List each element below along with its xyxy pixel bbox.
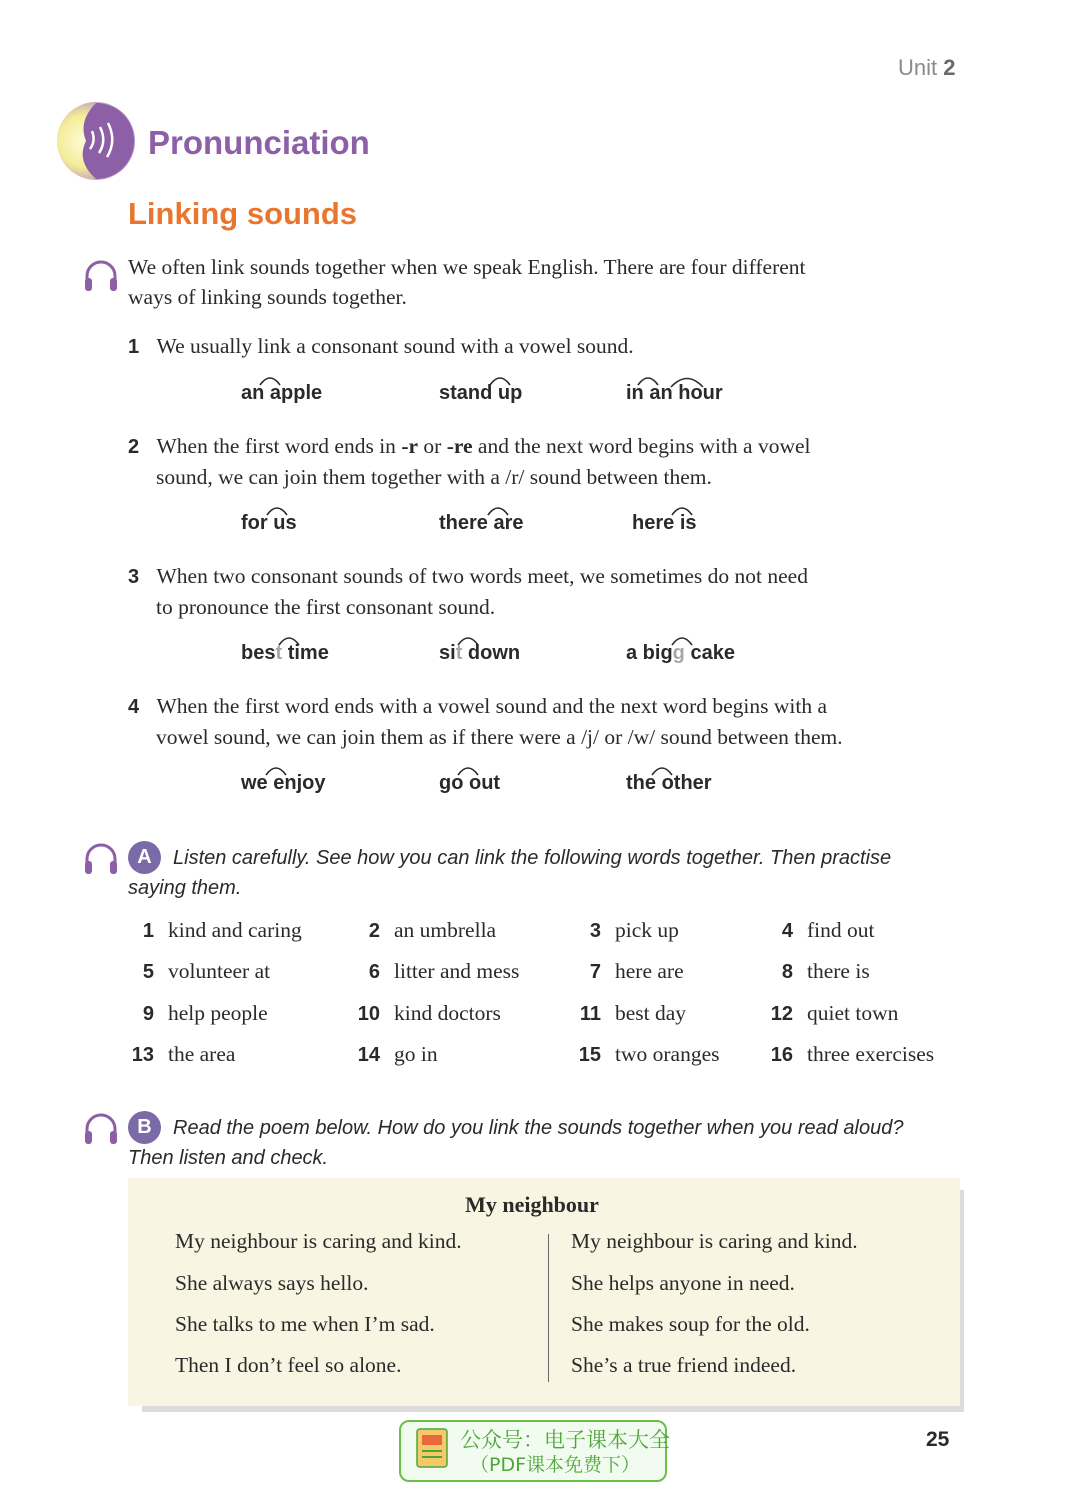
link-arc-icon [456, 634, 480, 646]
link-arc-icon [258, 374, 282, 386]
link-arc-icon [488, 374, 512, 386]
rule-text: When two consonant sounds of two words meet, we sometimes do not need [156, 564, 808, 588]
headphones-icon[interactable] [82, 258, 120, 294]
rule-text: We usually link a consonant sound with a vowel sound. [156, 334, 634, 358]
list-item: 7 here are [589, 959, 684, 983]
list-item: 10 kind doctors [357, 1001, 501, 1025]
example-word: time [287, 642, 329, 664]
example-word: an [649, 382, 673, 404]
unit-number: 2 [943, 55, 956, 80]
example-word: out [469, 772, 501, 794]
rule-4 [128, 691, 843, 752]
list-item: 12 quiet town [770, 1001, 899, 1025]
activity-b-instruction: Read the poem below. How do you link the sounds together when you read aloud? [173, 1117, 904, 1139]
activity-b-badge: B [128, 1111, 161, 1144]
intro-line-1: We often link sounds together when we speak English. There are four different [128, 255, 806, 279]
unit-word: Unit [898, 55, 938, 80]
rule-or: or [418, 434, 447, 458]
link-arc-icon [456, 764, 480, 776]
silent-letter: g [672, 642, 685, 664]
example-word: hour [678, 382, 723, 404]
watermark-line-2: （PDF课本免费下） [470, 1454, 641, 1476]
example-word: we [241, 772, 268, 794]
activity-a-instruction-2: saying them. [128, 877, 242, 899]
rule-text-line-2: sound, we can join them together with a /r/ sound between them. [156, 465, 712, 489]
link-arc-icon [670, 634, 694, 646]
rule-text-line-2: to pronounce the first consonant sound. [156, 595, 496, 619]
list-item: 15 two oranges [578, 1042, 720, 1066]
rule-text-a: When the first word ends in [156, 434, 402, 458]
poem-line: My neighbour is caring and kind. [571, 1229, 858, 1253]
silent-letter: t [455, 642, 463, 664]
subtitle: Linking sounds [128, 196, 358, 231]
rule-text: When the first word ends with a vowel sound and the next word begins with a [156, 694, 828, 718]
poem-line: She’s a true friend indeed. [571, 1353, 797, 1377]
poem-line: She helps anyone in need. [571, 1271, 795, 1295]
link-arc-icon [265, 504, 289, 516]
list-item: 4 find out [781, 918, 875, 942]
example-word: enjoy [273, 772, 326, 794]
example-word: down [467, 642, 521, 664]
poem-divider [548, 1234, 549, 1382]
link-arc-icon [486, 504, 510, 516]
list-item: 5 volunteer at [142, 959, 271, 983]
link-arc-icon [669, 374, 705, 388]
rule-1 [128, 331, 634, 362]
example-word: si [439, 642, 456, 664]
rule-number: 2 [128, 436, 140, 458]
poem-title: My neighbour [465, 1192, 599, 1217]
intro-text [128, 252, 806, 312]
speaking-head-icon [56, 101, 136, 181]
unit-label [898, 55, 956, 81]
example-word: apple [269, 382, 323, 404]
headphones-icon[interactable] [82, 841, 120, 877]
list-item: 11 best day [579, 1001, 687, 1025]
example-word: go [439, 772, 464, 794]
list-item: 3 pick up [589, 918, 679, 942]
rule-number: 1 [128, 336, 140, 358]
example-word: in [626, 382, 644, 404]
example-word: cake [690, 642, 735, 664]
rule-3 [128, 561, 808, 622]
activity-a-badge: A [128, 841, 161, 874]
poem-line: She always says hello. [175, 1271, 369, 1295]
example-word: there [439, 512, 488, 534]
example-word: the [626, 772, 656, 794]
example-word: for [241, 512, 268, 534]
example-word: other [661, 772, 712, 794]
activity-b-instruction-2: Then listen and check. [128, 1147, 329, 1169]
watermark-line-1: 公众号：电子课本大全 [460, 1428, 670, 1452]
rule-r: -r [401, 434, 419, 458]
link-arc-icon [264, 764, 288, 776]
rule-2 [128, 431, 811, 492]
list-item: 13 the area [131, 1042, 236, 1066]
poem-line: Then I don’t feel so alone. [175, 1353, 402, 1377]
example-word: an [241, 382, 265, 404]
silent-letter: t [275, 642, 283, 664]
link-arc-icon [650, 764, 674, 776]
link-arc-icon [636, 374, 660, 386]
example-word: a big [626, 642, 673, 664]
rule-number: 3 [128, 566, 140, 588]
example-word: bes [241, 642, 276, 664]
poem-line: She talks to me when I’m sad. [175, 1312, 435, 1336]
poem-line: She makes soup for the old. [571, 1312, 810, 1336]
list-item: 9 help people [142, 1001, 268, 1025]
rule-text-line-2: vowel sound, we can join them as if there were a /j/ or /w/ sound between them. [156, 725, 843, 749]
example-word: here [632, 512, 675, 534]
example-word: stand [439, 382, 493, 404]
page-number: 25 [926, 1428, 950, 1451]
list-item: 14 go in [357, 1042, 438, 1066]
link-arc-icon [277, 634, 301, 646]
rule-number: 4 [128, 696, 140, 718]
section-title: Pronunciation [148, 124, 370, 161]
poem-line: My neighbour is caring and kind. [175, 1229, 462, 1253]
example-word: is [679, 512, 697, 534]
list-item: 2 an umbrella [368, 918, 497, 942]
headphones-icon[interactable] [82, 1111, 120, 1147]
activity-a-instruction: Listen carefully. See how you can link the following words together. Then practise [173, 847, 892, 869]
link-arc-icon [670, 504, 694, 516]
list-item: 1 kind and caring [142, 918, 302, 942]
example-word: us [273, 512, 297, 534]
rule-text-b: and the next word begins with a vowel [472, 434, 811, 458]
example-word: up [497, 382, 523, 404]
book-icon [414, 1427, 452, 1471]
list-item: 16 three exercises [770, 1042, 935, 1066]
list-item: 8 there is [781, 959, 870, 983]
list-item: 6 litter and mess [368, 959, 520, 983]
example-there-are [439, 512, 524, 535]
intro-line-2: ways of linking sounds together. [128, 285, 407, 309]
rule-re: -re [446, 434, 473, 458]
example-word: are [493, 512, 524, 534]
